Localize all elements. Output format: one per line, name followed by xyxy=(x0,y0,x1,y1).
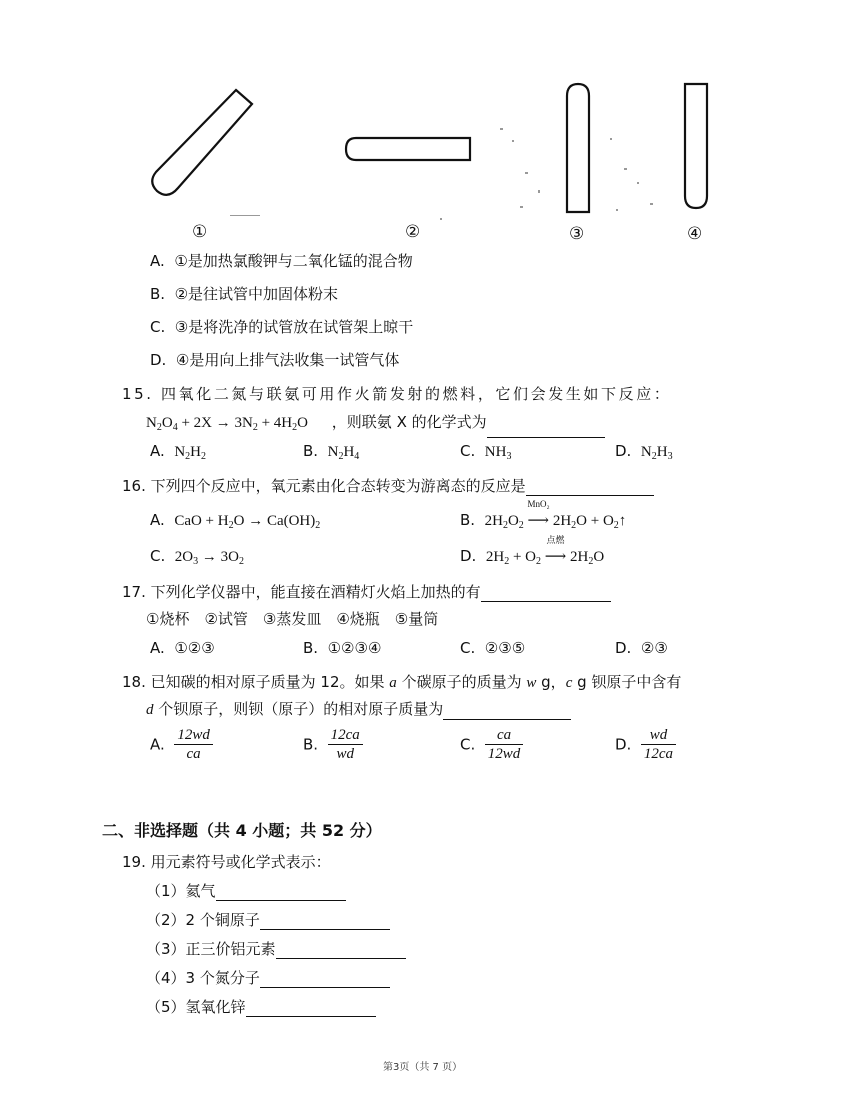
q17-option-b: B. ①②③④ xyxy=(303,639,382,657)
figure-label-4: ④ xyxy=(687,224,703,244)
q17-items: ①烧杯 ②试管 ③蒸发皿 ④烧瓶 ⑤量筒 xyxy=(146,610,439,628)
q17-option-a: A. ①②③ xyxy=(150,639,215,657)
test-tube-2-icon xyxy=(346,138,470,160)
q19-blank-1[interactable] xyxy=(216,884,346,901)
q16-option-a: A. CaO + $H_2O \to Ca(OH)_2$ xyxy=(150,511,321,531)
q19-item-1: （1）氦气 xyxy=(146,881,346,901)
q15-stem: 15. 四氧化二氮与联氨可用作火箭发射的燃料，它们会发生如下反应： xyxy=(122,385,672,403)
q19-stem: 19. 用元素符号或化学式表示： xyxy=(122,853,331,871)
q19-item-3: （3）正三价铝元素 xyxy=(146,939,406,959)
q15-equation: $N_2O_4 + 2X \to 3N_2 + 4H_2O$ xyxy=(146,415,308,433)
figure-label-1: ① xyxy=(192,222,208,242)
q17-option-d: D. ②③ xyxy=(615,639,668,657)
q18-stem-line2: d 个钡原子，则钡（原子）的相对原子质量为 xyxy=(146,699,571,720)
q14-option-b: B. ②是往试管中加固体粉末 xyxy=(150,285,339,303)
page-footer: 第3页（共 7 页） xyxy=(383,1062,463,1073)
q17-stem: 17. 下列化学仪器中，能直接在酒精灯火焰上加热的有 xyxy=(122,582,611,602)
q15-option-a: A. $N_2H_2$ xyxy=(150,442,206,462)
q19-blank-3[interactable] xyxy=(276,942,406,959)
q19-blank-4[interactable] xyxy=(260,971,390,988)
q14-option-c: C. ③是将洗净的试管放在试管架上晾干 xyxy=(150,318,414,336)
test-tube-4-icon xyxy=(685,84,707,208)
test-tube-figure xyxy=(140,78,720,248)
q18-option-a: A. $\frac{12wd}{ca}$ xyxy=(150,726,213,763)
q16-option-b: B. $2H_2O_2$ MnO₂ ⟶ $2H_2O$ + $O_2↑$ xyxy=(460,499,627,531)
q19-item-2: （2）2 个铜原子 xyxy=(146,910,390,930)
q16-option-d: D. $2H_2 + O_2$ 点燃 ⟶ $2H_2O$ xyxy=(460,535,605,567)
q15-option-c: C. $NH_3$ xyxy=(460,442,512,462)
q16-answer-blank[interactable] xyxy=(526,479,654,496)
q15-option-b: B. $N_2H_4$ xyxy=(303,442,360,462)
test-tube-3-icon xyxy=(567,84,589,212)
q14-option-d: D. ④是用向上排气法收集一试管气体 xyxy=(150,351,400,369)
q19-item-4: （4）3 个氮分子 xyxy=(146,968,390,988)
q15-option-d: D. $N_2H_3$ xyxy=(615,442,673,462)
q18-option-c: C. $\frac{ca}{12wd}$ xyxy=(460,726,523,763)
q15-equation-line: $N_2O_4 + 2X \to 3N_2 + 4H_2O$ ，则联氨 X 的化学式为 xyxy=(146,412,605,438)
q17-option-c: C. ②③⑤ xyxy=(460,639,526,657)
q18-stem-line1: 18. 已知碳的相对原子质量为 12。如果 a 个碳原子的质量为 w g，c g 钡原子中含有 xyxy=(122,673,682,691)
q18-answer-blank[interactable] xyxy=(443,703,571,720)
q14-option-a: A. ①是加热氯酸钾与二氧化锰的混合物 xyxy=(150,252,413,270)
q19-blank-2[interactable] xyxy=(260,913,390,930)
q18-option-d: D. $\frac{wd}{12ca}$ xyxy=(615,726,676,763)
q16-stem: 16. 下列四个反应中，氧元素由化合态转变为游离态的反应是 xyxy=(122,476,654,496)
q17-answer-blank[interactable] xyxy=(481,585,611,602)
q15-answer-blank[interactable] xyxy=(487,421,605,438)
q19-blank-5[interactable] xyxy=(246,1000,376,1017)
figure-label-2: ② xyxy=(405,222,421,242)
q16-option-c: C. $2O_3 \to 3O_2$ xyxy=(150,547,244,567)
q18-option-b: B. $\frac{12ca}{wd}$ xyxy=(303,726,363,763)
figure-label-3: ③ xyxy=(569,224,585,244)
q19-item-5: （5）氢氧化锌 xyxy=(146,997,376,1017)
section-2-heading: 二、非选择题（共 4 小题；共 52 分） xyxy=(102,821,382,840)
test-tube-1-icon xyxy=(152,90,252,195)
